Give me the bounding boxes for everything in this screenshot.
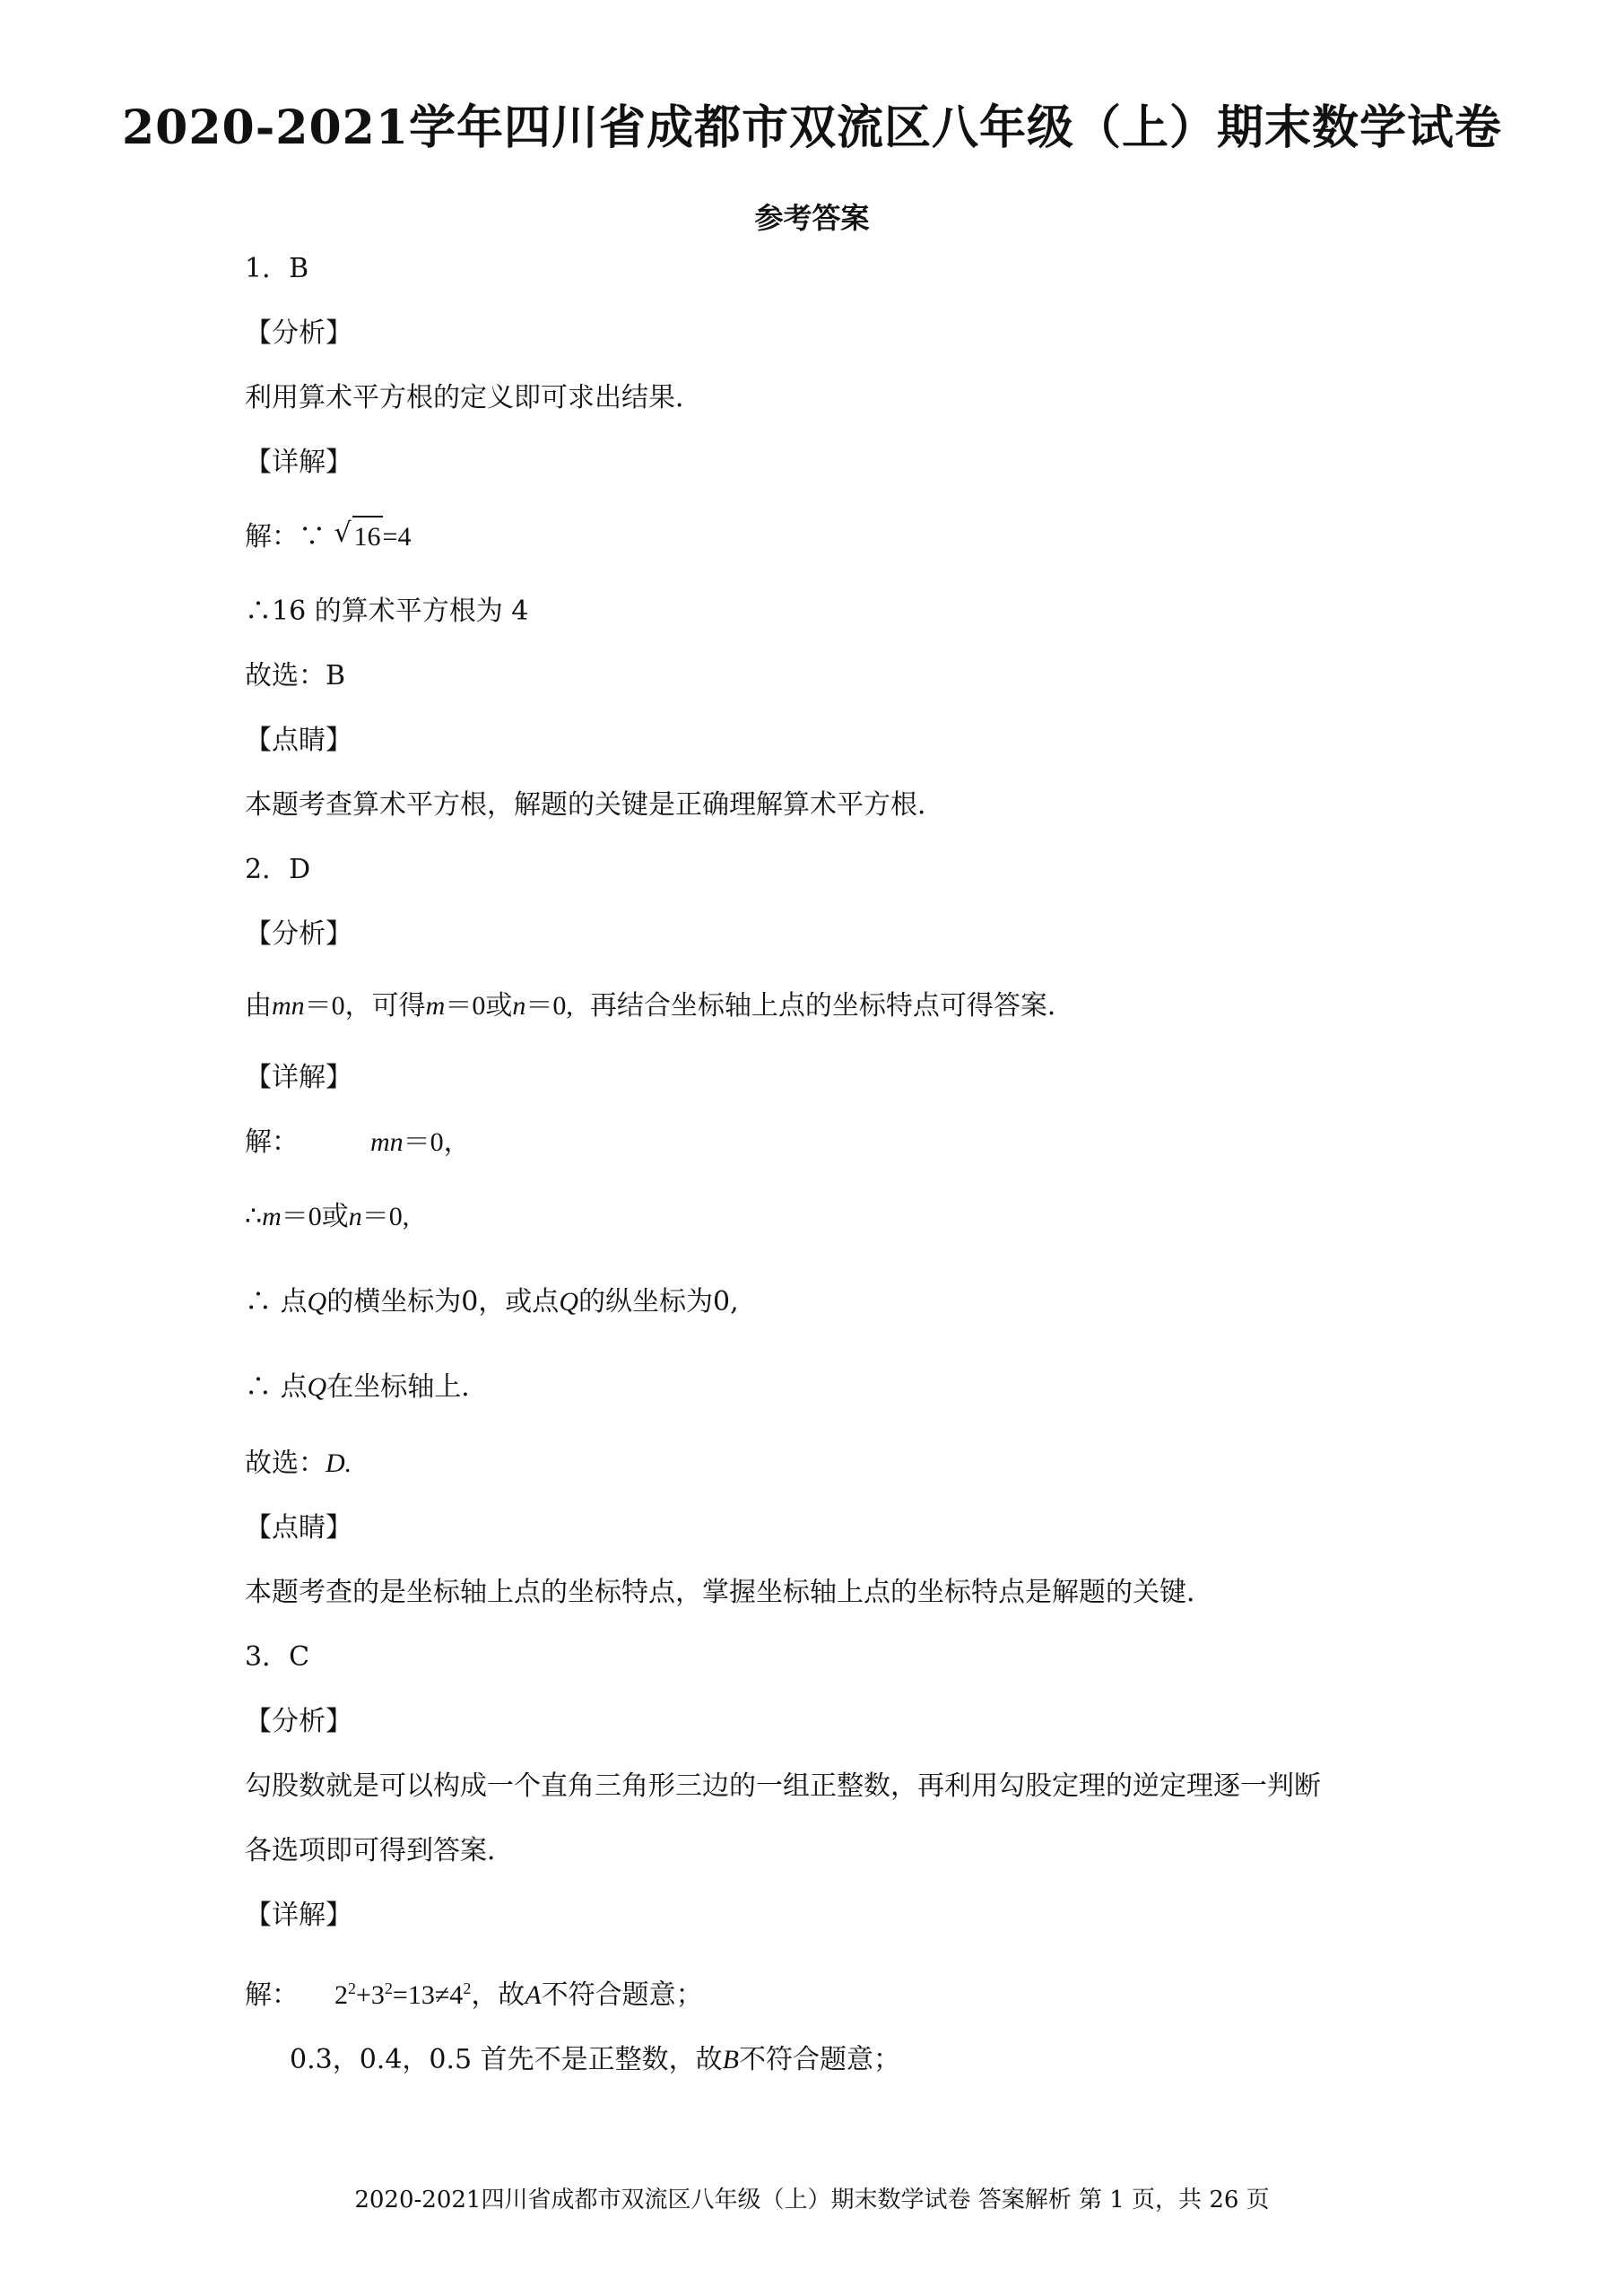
text-segment: 不符合题意； bbox=[739, 2044, 900, 2075]
q2-analysis-heading: 【分析】 bbox=[245, 918, 352, 950]
q1-answer: 1．B bbox=[245, 253, 309, 284]
q2-step2 bbox=[245, 1197, 409, 1237]
q3-step1 bbox=[245, 1969, 703, 2015]
q3-detail-heading: 【详解】 bbox=[245, 1900, 352, 1931]
q1-step1 bbox=[245, 516, 411, 557]
math-eq: ＝0, bbox=[525, 991, 573, 1021]
text-segment: 在坐标轴上． bbox=[326, 1371, 489, 1403]
q2-step4 bbox=[245, 1368, 488, 1407]
text-segment: 再结合坐标轴上点的坐标特点可得答案． bbox=[589, 990, 1074, 1022]
text-segment: ，可得 bbox=[344, 990, 426, 1022]
q2-analysis-text bbox=[245, 987, 1074, 1026]
text-segment: ∴ 点 bbox=[245, 1371, 308, 1403]
math-var: mn bbox=[370, 1127, 404, 1157]
q1-step2: ∴16 的算术平方根为 4 bbox=[245, 596, 529, 627]
q2-comment-heading: 【点睛】 bbox=[245, 1512, 352, 1544]
math-var: Q bbox=[307, 1372, 327, 1402]
page-subtitle: 参考答案 bbox=[754, 201, 870, 235]
math-exponent: 2 bbox=[463, 1979, 472, 1997]
text-segment: 由 bbox=[245, 990, 272, 1022]
math-var: m bbox=[425, 991, 446, 1021]
math-eq: ＝0, bbox=[361, 1202, 410, 1231]
math-eq: ＝0， bbox=[403, 1127, 471, 1157]
math-eq: ＝0 bbox=[445, 991, 486, 1021]
q1-analysis-text: 利用算术平方根的定义即可求出结果． bbox=[245, 382, 702, 413]
q1-comment-text: 本题考查算术平方根，解题的关键是正确理解算术平方根． bbox=[245, 789, 944, 821]
q2-choose bbox=[245, 1444, 352, 1483]
q1-step1-suffix: =4 bbox=[382, 522, 412, 552]
page-footer: 2020-2021四川省成都市双流区八年级（上）期末数学试卷 答案解析 第 1 页，共 26 页 bbox=[354, 2187, 1270, 2213]
math-num: 2 bbox=[334, 1980, 348, 2010]
math-var: Q bbox=[307, 1287, 327, 1317]
text-segment: 故选： bbox=[245, 1448, 326, 1479]
q2-answer: 2．D bbox=[245, 854, 311, 885]
q3-analysis-text-2: 各选项即可得到答案． bbox=[245, 1835, 514, 1866]
text-segment: 解： bbox=[245, 1979, 299, 2011]
math-var: Q bbox=[559, 1287, 578, 1317]
math-eq: ＝0 bbox=[304, 991, 345, 1021]
q2-step1 bbox=[245, 1123, 471, 1162]
therefore-symbol: ∴ bbox=[245, 1201, 263, 1232]
q3-step2 bbox=[290, 2040, 900, 2080]
q1-detail-heading: 【详解】 bbox=[245, 447, 352, 478]
text-segment: ，故 bbox=[471, 1979, 525, 2011]
text-segment: 或 bbox=[321, 1201, 349, 1232]
math-num: +3 bbox=[356, 1980, 385, 2010]
q2-step3 bbox=[245, 1283, 739, 1322]
q1-comment-heading: 【点睛】 bbox=[245, 725, 352, 756]
q3-answer: 3．C bbox=[245, 1641, 310, 1673]
text-segment: 解： bbox=[245, 1126, 299, 1158]
math-eq: ＝0 bbox=[281, 1202, 322, 1231]
sqrt-radicand: 16 bbox=[352, 516, 383, 557]
math-var: D. bbox=[326, 1448, 352, 1478]
math-var: mn bbox=[272, 991, 305, 1021]
q2-comment-text: 本题考查的是坐标轴上点的坐标特点，掌握坐标轴上点的坐标特点是解题的关键． bbox=[245, 1577, 1213, 1608]
q3-analysis-heading: 【分析】 bbox=[245, 1706, 352, 1737]
text-segment: 的横坐标为0，或点 bbox=[326, 1286, 560, 1318]
text-segment: 0.3，0.4，0.5 首先不是正整数，故 bbox=[290, 2044, 723, 2075]
text-segment: ∴ 点 bbox=[245, 1286, 308, 1318]
math-exponent: 2 bbox=[348, 1979, 356, 1997]
sqrt-icon: √ bbox=[334, 517, 352, 549]
text-segment: 不符合题意； bbox=[541, 1979, 703, 2011]
math-var: n bbox=[512, 991, 526, 1021]
math-eq: =13≠4 bbox=[392, 1980, 464, 2010]
q3-analysis-text-1: 勾股数就是可以构成一个直角三角形三边的一组正整数，再利用勾股定理的逆定理逐一判断 bbox=[245, 1770, 1321, 1802]
math-var: m bbox=[262, 1202, 282, 1231]
q1-analysis-heading: 【分析】 bbox=[245, 317, 352, 349]
math-exponent: 2 bbox=[384, 1979, 393, 1997]
math-var: A bbox=[525, 1980, 542, 2010]
page-title: 2020-2021学年四川省成都市双流区八年级（上）期末数学试卷 bbox=[121, 100, 1503, 155]
text-segment: 的纵坐标为0, bbox=[578, 1286, 739, 1318]
math-var: n bbox=[348, 1202, 362, 1231]
q2-detail-heading: 【详解】 bbox=[245, 1062, 352, 1093]
math-var: B bbox=[722, 2045, 739, 2074]
text-segment: 或 bbox=[485, 990, 513, 1022]
q1-choose: 故选：B bbox=[245, 660, 346, 691]
sqrt-expression bbox=[334, 516, 383, 557]
q1-step1-prefix: 解：∵ bbox=[245, 521, 326, 552]
